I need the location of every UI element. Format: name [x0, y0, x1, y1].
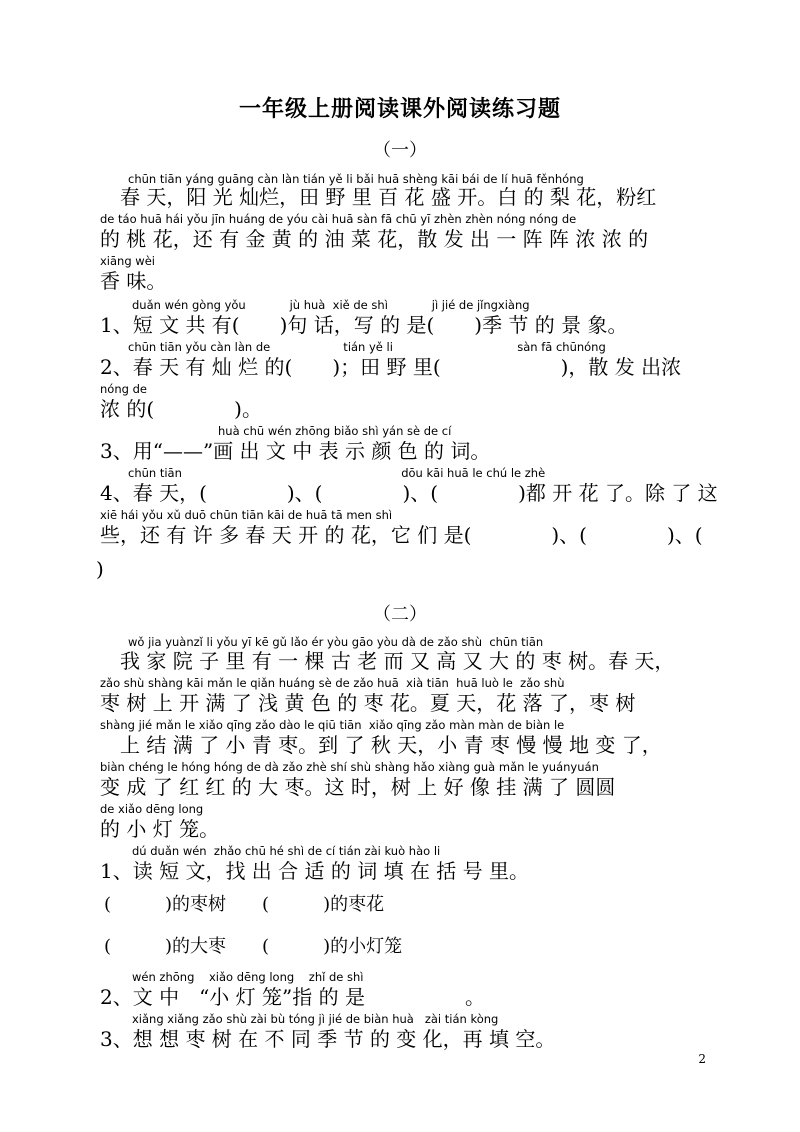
passage-line: 香 味。: [100, 269, 167, 293]
question-2-cont: 浓 的( )。: [100, 397, 262, 421]
pinyin-line: zǎo shù shàng kāi mǎn le qiǎn huáng sè de zǎo huā xià tiān huā luò le zǎo shù: [100, 676, 565, 690]
question-1: 1、短 文 共 有( )句 话，写 的 是( )季 节 的 景 象。: [100, 313, 628, 337]
pinyin-line: xiē hái yǒu xǔ duō chūn tiān kāi de huā tā men shì: [100, 508, 393, 522]
question-4-cont: 些，还 有 许 多 春 天 开 的 花，它 们 是( )、( )、(: [100, 523, 703, 547]
passage-line: 枣 树 上 开 满 了 浅 黄 色 的 枣 花。夏 天，花 落 了，枣 树: [100, 691, 636, 715]
pinyin-line: de xiǎo dēng long: [100, 802, 204, 816]
passage-line: 春 天，阳 光 灿烂，田 野 里 百 花 盛 开。白 的 梨 花，粉红: [100, 185, 657, 209]
pinyin-line: de táo huā hái yǒu jīn huáng de yóu cài huā sàn fā chū yī zhèn zhèn nóng nóng de: [100, 212, 577, 226]
question-4-end: ): [96, 557, 104, 581]
pinyin-line: xiāng wèi: [100, 254, 155, 268]
section-1-label: （一）: [373, 140, 427, 161]
pinyin-line: wén zhōng xiǎo dēng long zhǐ de shì: [132, 970, 364, 984]
passage-line: 上 结 满 了 小 青 枣。到 了 秋 天，小 青 枣 慢 慢 地 变 了，: [100, 733, 662, 757]
section-2-label: （二）: [373, 604, 427, 625]
pinyin-line: nóng de: [100, 382, 147, 396]
question-1: 1、读 短 文，找 出 合 适 的 词 填 在 括 号 里。: [100, 859, 530, 883]
fill-in-row: ( )的大枣 ( )的小灯笼: [104, 936, 403, 957]
passage-line: 变 成 了 红 红 的 大 枣。这 时，树 上 好 像 挂 满 了 圆圆: [100, 775, 616, 799]
pinyin-line: biàn chéng le hóng hóng de dà zǎo zhè shí shù shàng hǎo xiàng guà mǎn le yuányuán: [100, 760, 599, 774]
pinyin-line: huà chū wén zhōng biǎo shì yán sè de cí: [218, 424, 452, 438]
page-number: 2: [698, 1052, 706, 1066]
page-title: 一年级上册阅读课外阅读练习题: [238, 96, 561, 122]
passage-line: 的 小 灯 笼。: [100, 817, 220, 841]
pinyin-line: chūn tiān dōu kāi huā le chú le zhè: [128, 466, 546, 480]
question-3: 3、用“——”画 出 文 中 表 示 颜 色 的 词。: [100, 439, 491, 463]
pinyin-line: duǎn wén gòng yǒu jù huà xiě de shì jì jié de jǐngxiàng: [132, 298, 530, 312]
pinyin-line: wǒ jia yuànzǐ li yǒu yī kē gǔ lǎo ér yòu gāo yòu dà de zǎo shù chūn tiān: [128, 635, 544, 649]
pinyin-line: dú duǎn wén zhǎo chū hé shì de cí tián zài kuò hào li: [132, 844, 441, 858]
question-2: 2、文 中 “小 灯 笼”指 的 是 。: [100, 985, 485, 1009]
passage-line: 的 桃 花，还 有 金 黄 的 油 菜 花，散 发 出 一 阵 阵 浓 浓 的: [100, 227, 649, 251]
fill-in-row: ( )的枣树 ( )的枣花: [104, 894, 385, 915]
question-4: 4、春 天，( )、( )、( )都 开 花 了。除 了 这: [100, 481, 718, 505]
pinyin-line: xiǎng xiǎng zǎo shù zài bù tóng jì jié de biàn huà zài tián kòng: [132, 1012, 499, 1026]
question-2: 2、春 天 有 灿 烂 的( )；田 野 里( )，散 发 出浓: [100, 355, 682, 379]
pinyin-line: shàng jié mǎn le xiǎo qīng zǎo dào le qiū tiān xiǎo qīng zǎo màn màn de biàn le: [100, 718, 565, 732]
question-3: 3、想 想 枣 树 在 不 同 季 节 的 变 化，再 填 空。: [100, 1027, 556, 1051]
pinyin-line: chūn tiān yǒu càn làn de tián yě li sàn fā chūnóng: [128, 340, 606, 354]
passage-line: 我 家 院 子 里 有 一 棵 古 老 而 又 高 又 大 的 枣 树。春 天，: [100, 649, 675, 673]
pinyin-line: chūn tiān yáng guāng càn làn tián yě li bǎi huā shèng kāi bái de lí huā fěnhóng: [128, 172, 584, 186]
